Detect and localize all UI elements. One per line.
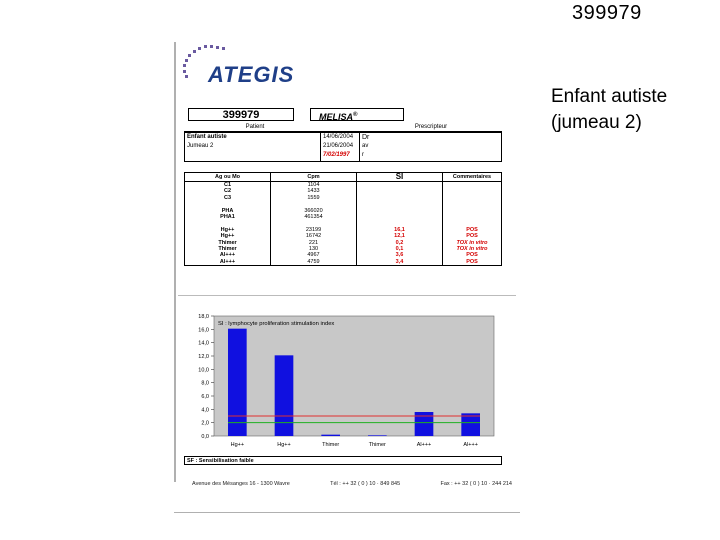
table-cell-si: 12,1 [357, 233, 443, 239]
table-cell-ag: Thimer [185, 240, 271, 246]
x-tick-label: Thimer [322, 442, 340, 448]
table-cell-comment: POS [443, 252, 502, 258]
table-cell-ag: Al+++ [185, 252, 271, 258]
patient-header: Patient [245, 124, 265, 130]
birth-date: 7/02/1997 [323, 152, 350, 158]
bar [321, 435, 340, 436]
table-cell-si: 16,1 [357, 227, 443, 233]
table-cell-si: 0,2 [357, 240, 443, 246]
table-cell-ag: PHA1 [185, 214, 271, 220]
y-tick-label: 2,0 [201, 420, 209, 427]
y-tick-label: 0,0 [201, 434, 209, 440]
col-header-ag: Ag ou Mo [185, 173, 271, 182]
table-cell-si: 0,1 [357, 246, 443, 252]
table-cell-cpm: 16742 [271, 233, 357, 239]
prescriber-city: r [362, 152, 364, 158]
report-footer [192, 481, 512, 487]
footer-fax: Fax : ++ 32 ( 0 ) 10 · 244 214 [440, 481, 512, 487]
table-cell-comment [443, 182, 502, 189]
y-tick-label: 16,0 [198, 327, 209, 334]
results-table [184, 172, 502, 266]
patient-id-box: 399979 [188, 108, 294, 121]
table-cell-si: 3,4 [357, 259, 443, 266]
date-1: 14/06/2004 [323, 134, 354, 140]
section-separator [178, 295, 516, 296]
table-cell-ag: C2 [185, 188, 271, 194]
patient-detail: Jumeau 2 [187, 143, 214, 149]
footer-tel: Tél : ++ 32 ( 0 ) 10 · 849 845 [330, 481, 401, 487]
bar [228, 329, 247, 436]
table-cell-cpm: 4967 [271, 252, 357, 258]
chart-svg [184, 308, 502, 453]
test-name: MELISA [319, 112, 354, 122]
y-tick-label: 14,0 [198, 340, 209, 347]
chart-title: SI : lymphocyte proliferation stimulation index [218, 321, 335, 327]
table-cell-ag: Hg++ [185, 233, 271, 239]
bar [461, 413, 480, 436]
prescriber-address: av [362, 143, 369, 149]
table-cell-comment: POS [443, 259, 502, 266]
test-name-box [310, 108, 404, 121]
table-cell-ag: Hg++ [185, 227, 271, 233]
table-cell-cpm: 1559 [271, 195, 357, 201]
table-cell-comment: TOX in vitro [443, 246, 502, 252]
table-cell-cpm: 366020 [271, 208, 357, 214]
lab-report [174, 40, 520, 495]
y-tick-label: 8,0 [201, 380, 209, 387]
bar [275, 355, 294, 436]
patient-name: Enfant autiste [187, 134, 227, 140]
x-tick-label: Hg++ [230, 442, 245, 448]
table-cell-comment: POS [443, 227, 502, 233]
prescriber-header: Prescripteur [414, 124, 448, 130]
slide-id-number: 399979 [572, 2, 642, 24]
table-cell-cpm: 130 [271, 246, 357, 252]
slide-caption [551, 84, 667, 136]
sensibilisation-note: SF : Sensibilisation faible [184, 456, 502, 465]
y-tick-label: 4,0 [201, 407, 209, 414]
table-row [185, 259, 502, 266]
plot-area [214, 316, 494, 436]
patient-info-grid [184, 132, 502, 162]
caption-line-1: Enfant autiste [551, 86, 668, 107]
si-bar-chart [184, 308, 502, 453]
date-2: 21/06/2004 [323, 143, 354, 149]
table-cell-si [357, 182, 443, 189]
y-tick-label: 18,0 [198, 314, 209, 320]
bar [368, 435, 387, 436]
table-cell-comment: POS [443, 233, 502, 239]
table-row [185, 182, 502, 189]
caption-line-2: (jumeau 2) [551, 112, 642, 133]
footer-address: Avenue des Mésanges 16 - 1300 Wavre [192, 481, 290, 487]
table-cell-ag: PHA [185, 208, 271, 214]
table-cell-cpm: 23199 [271, 227, 357, 233]
results-body [185, 182, 502, 266]
x-tick-label: Thimer [368, 442, 386, 448]
table-cell-ag: C1 [185, 182, 271, 189]
y-tick-label: 12,0 [198, 354, 209, 360]
x-tick-label: Hg++ [277, 442, 291, 448]
report-footer-divider [174, 512, 520, 513]
ategis-logo [176, 42, 316, 92]
table-cell-cpm: 221 [271, 240, 357, 246]
info-divider [320, 133, 321, 161]
table-cell-ag: Thimer [185, 246, 271, 252]
table-cell-comment: TOX in vitro [443, 240, 502, 246]
y-tick-label: 6,0 [201, 394, 209, 400]
info-divider [359, 133, 360, 161]
logo-wordmark: ATEGIS [208, 62, 295, 87]
table-cell-ag: Al+++ [185, 259, 271, 266]
report-left-border [174, 42, 176, 482]
col-header-comments: Commentaires [443, 173, 502, 182]
col-header-si: SI [357, 173, 443, 182]
table-cell-cpm: 1104 [271, 182, 357, 189]
table-cell-ag: C3 [185, 195, 271, 201]
x-tick-label: Al+++ [463, 442, 478, 448]
results-header-row [185, 173, 502, 182]
col-header-cpm: Cpm [271, 173, 357, 182]
x-tick-label: Al+++ [416, 442, 432, 448]
y-tick-label: 10,0 [198, 367, 209, 374]
registered-mark: ® [353, 112, 358, 118]
table-cell-cpm: 1433 [271, 188, 357, 194]
prescriber-name: Dr [362, 134, 370, 141]
table-cell-cpm: 4759 [271, 259, 357, 266]
table-cell-cpm: 461354 [271, 214, 357, 220]
table-cell-si: 3,6 [357, 252, 443, 258]
